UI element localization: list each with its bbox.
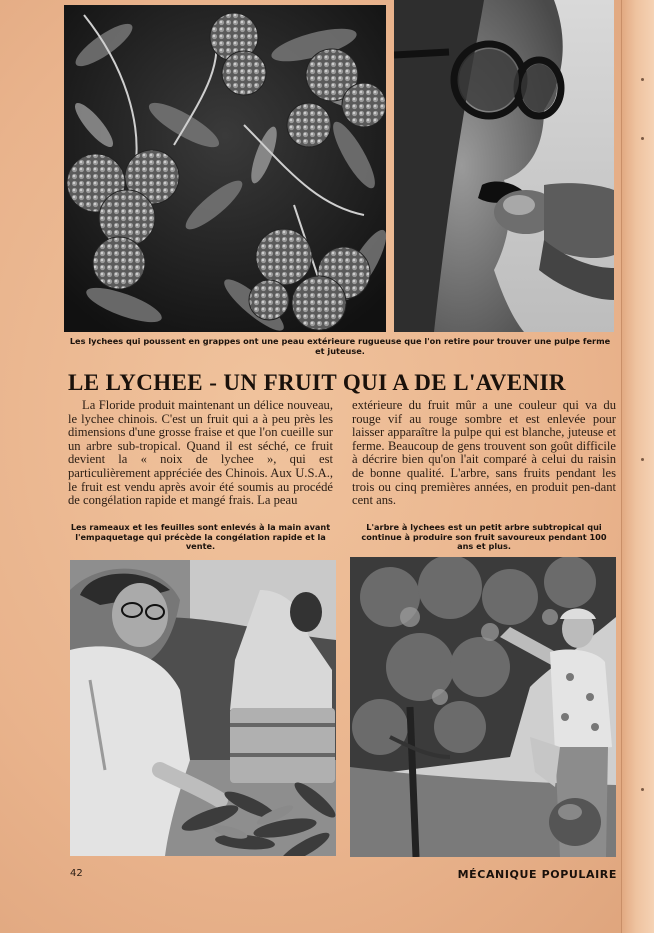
man-eating-lychee-photo	[394, 0, 614, 332]
lychee-clusters-photo	[64, 5, 386, 332]
right-photo-caption: L'arbre à lychees est un petit arbre subtropical qui continue à produire son fruit savoureux pendant 100 ans et plus.	[361, 522, 607, 552]
article-column-2	[352, 399, 616, 508]
binding-hole	[641, 788, 644, 791]
article-headline: LE LYCHEE - UN FRUIT QUI A DE L'AVENIR	[68, 370, 566, 395]
article-column-1	[68, 399, 333, 508]
top-photo-caption: Les lychees qui poussent en grappes ont une peau extérieure rugueuse que l'on retire pour trouver une pulpe ferme et juteuse.	[69, 336, 611, 356]
woman-stripping-branches-photo	[70, 560, 336, 856]
binding-hole	[641, 137, 644, 140]
man-picking-lychees-photo	[350, 557, 616, 857]
article-paragraph: extérieure du fruit mûr a une couleur qui va du rouge vif au rouge sombre et est enlevée pour laisser apparaître la pulpe qui est blanche, juteuse et ferme. Beaucoup de gens trouvent son goût difficile à décrire bien qu'on l'ait comparé à celui du raisin de bonne qualité. L'arbre, sans fruits pendant les trois ou cinq premières années, en produit pen-dant cent ans.	[352, 398, 616, 508]
article-paragraph: La Floride produit maintenant un délice nouveau, le lychee chinois. C'est un fruit qui a à peu près les dimensions d'une grosse fraise et que l'on cueille sur un arbre sub-tropical. Quand il est séché, ce fruit devient la « noix de lychee », qui est particulièrement appréciée des Chinois. Aux U.S.A., le fruit est vendu après avoir été soumis au procédé de congélation rapide et mangé frais. La peau	[68, 398, 333, 508]
binding-hole	[641, 78, 644, 81]
left-photo-caption: Les rameaux et les feuilles sont enlevés à la main avant l'empaquetage qui précède la congélation rapide et la vente.	[70, 522, 331, 552]
page-edge	[621, 0, 654, 933]
magazine-name: MÉCANIQUE POPULAIRE	[457, 868, 617, 881]
page-number: 42	[70, 868, 83, 879]
binding-hole	[641, 458, 644, 461]
